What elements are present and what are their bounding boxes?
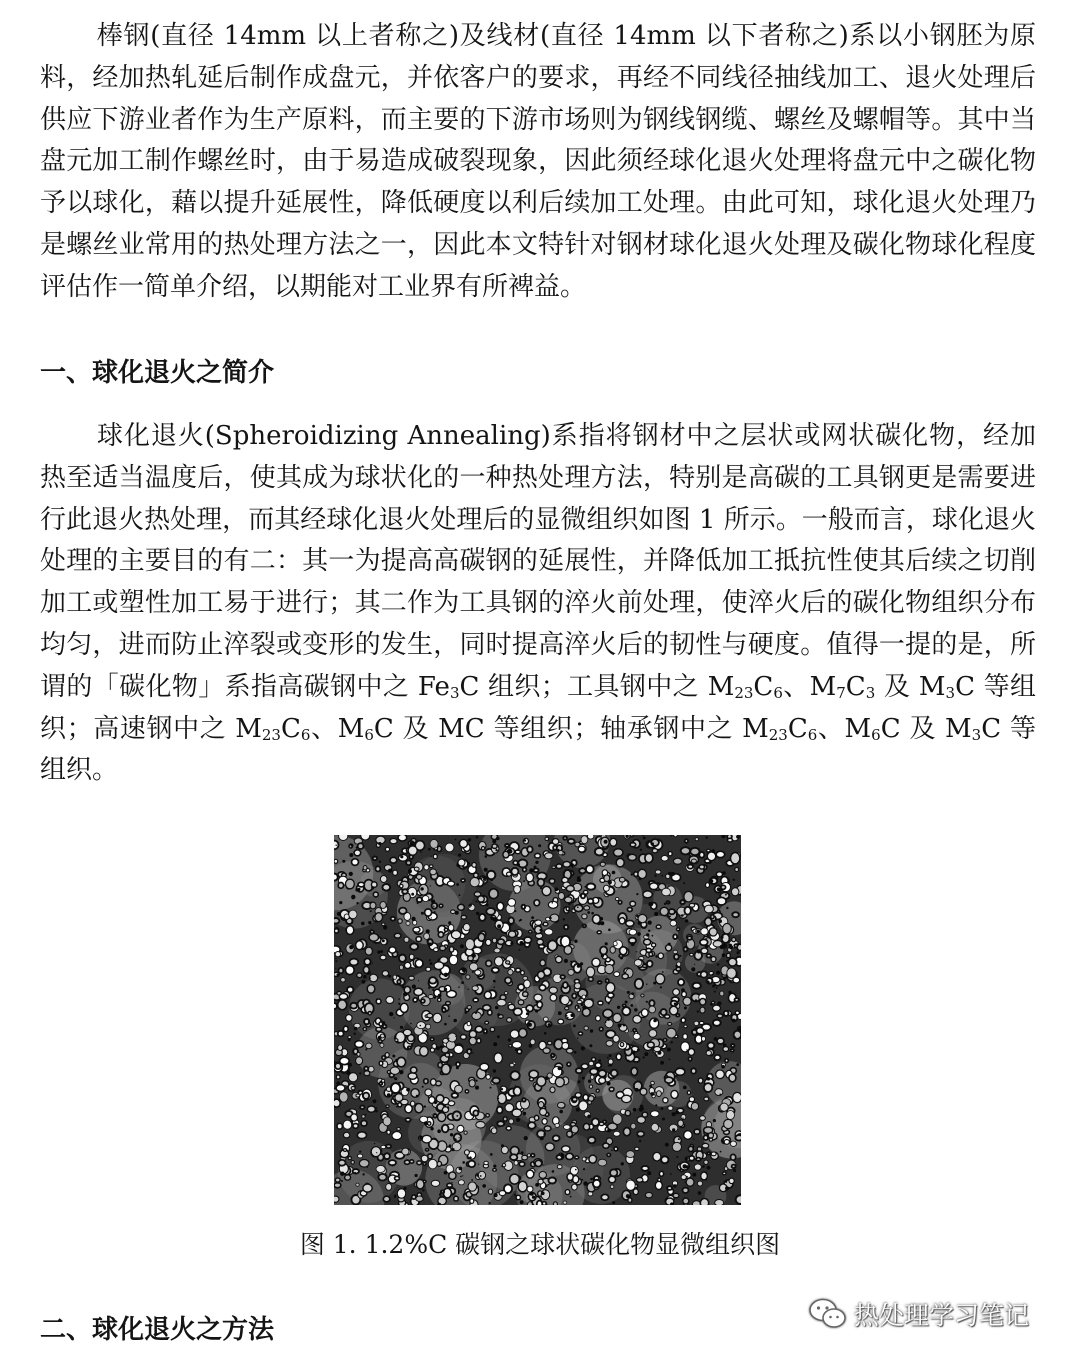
figure-caption: 图 1. 1.2%C 碳钢之球状碳化物显微组织图 (299, 1230, 781, 1259)
paragraph-separator: 、 (782, 671, 810, 702)
paragraph-separator: 、 (817, 713, 845, 744)
paragraph-text-fragment: 及 (900, 713, 946, 744)
paragraph-text-fragment: 组织；工具钢中之 (479, 671, 708, 702)
formula-fe3c: $Fe_3C$ (417, 671, 480, 702)
intro-paragraph-text: 棒钢(直径 14mm 以上者称之)及线材(直径 14mm 以下者称之)系以小钢胚为原料，经加热轧延后制作成盘元，并依客户的要求，再经不同线径抽线加工、退火处理后供应下游业者作为生产原料，而主要的下游市场则为钢线钢缆、螺丝及螺帽等。其中当盘元加工制作螺丝时，由于易造成破裂现象，因此须经球化退火处理将盘元中之碳化物予以球化，藉以提升延展性，降低硬度以利后续加工处理。由此可知，球化退火处理乃是螺丝业常用的热处理方法之一，因此本文特针对钢材球化退火处理及碳化物球化程度评估作一简单介绍，以期能对工业界有所裨益。 (40, 21, 1036, 302)
micrograph-figure (334, 835, 741, 1205)
section-2-heading: 二、球化退火之方法 (40, 1315, 275, 1345)
formula-m6c: $M_6C$ (337, 713, 394, 744)
formula-m23c6: $M_{23}C_6$ (742, 713, 818, 744)
paragraph-text-fragment: 及 MC 等组织；轴承钢中之 (393, 713, 743, 744)
section-1-heading: 一、球化退火之简介 (40, 358, 275, 388)
formula-m3c: $M_3C$ (945, 713, 1002, 744)
formula-m3c: $M_3C$ (918, 671, 975, 702)
formula-m23c6: $M_{23}C_6$ (707, 671, 783, 702)
watermark-text: 热处理学习笔记 (854, 1301, 1030, 1330)
paragraph-separator: 、 (310, 713, 338, 744)
spheroidizing-paragraph (40, 416, 1036, 792)
spheroidizing-paragraph-text: 球化退火(Spheroidizing Annealing)系指将钢材中之层状或网状碳化物，经加热至适当温度后，使其成为球状化的一种热处理方法，特别是高碳的工具钢更是需要进行此退火热处理，而其经球化退火处理后的显微组织如图 1 所示。一般而言，球化退火处理的主要目的有二：其一为提高高碳钢的延展性，并降低加工抵抗性使其后续之切削加工或塑性加工易于进行；其二作为工具钢的淬火前处理，使淬火后的碳化物组织分布均匀，进而防止淬裂或变形的发生，同时提高淬火后的韧性与硬度。值得一提的是，所谓的「碳化物」系指高碳钢中之 (40, 421, 1036, 702)
paragraph-text-fragment: 等组织。 (40, 713, 1036, 786)
watermark (808, 1294, 1029, 1334)
wechat-icon (808, 1297, 848, 1331)
micrograph-image (334, 835, 741, 1205)
paragraph-text-fragment: 等组织；高速钢中之 (40, 671, 1037, 744)
formula-m23c6: $M_{23}C_6$ (235, 713, 311, 744)
formula-m6c: $M_6C$ (844, 713, 901, 744)
paragraph-text-fragment: 及 (875, 671, 919, 702)
formula-m7c3: $M_7C_3$ (809, 671, 876, 702)
intro-paragraph (40, 16, 1036, 309)
